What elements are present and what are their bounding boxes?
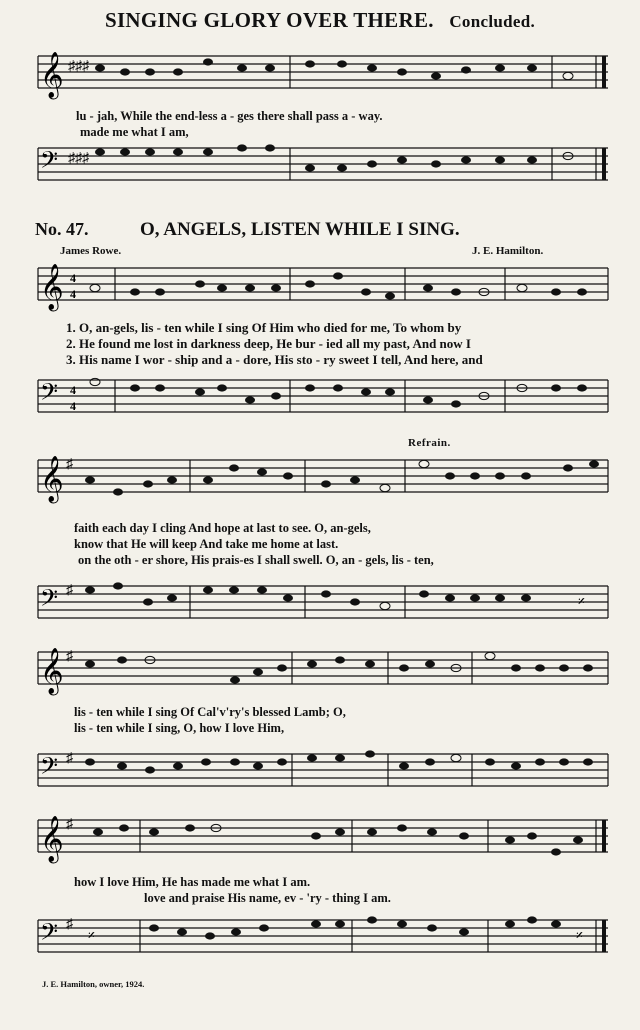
system-3-bass-staff [0, 578, 640, 632]
svg-text:4: 4 [70, 271, 76, 285]
system-3-treble-staff [0, 452, 640, 506]
svg-text:𝄢: 𝄢 [40, 584, 59, 617]
svg-text:𝄢: 𝄢 [40, 918, 59, 951]
lyric-line: lis - ten while I sing, O, how I love Him, [74, 721, 285, 735]
author-credit: James Rowe. [60, 245, 122, 257]
hymn-title: O, ANGELS, LISTEN WHILE I SING. [140, 219, 460, 240]
copyright-footer: J. E. Hamilton, owner, 1924. [42, 979, 145, 989]
svg-text:♯♯♯: ♯♯♯ [68, 151, 89, 166]
svg-text:4: 4 [70, 383, 76, 397]
lyric-line: love and praise His name, ev - 'ry - thing I am. [144, 891, 391, 905]
verse-2-line: 2. He found me lost in darkness deep, He bur - ied all my past, And now I [66, 336, 471, 351]
svg-text:4: 4 [70, 399, 76, 413]
svg-text:♯: ♯ [66, 457, 73, 472]
svg-text:♯♯♯: ♯♯♯ [68, 59, 89, 74]
svg-text:𝄞: 𝄞 [40, 264, 64, 310]
system-1-bass-staff [0, 140, 640, 200]
refrain-label: Refrain. [408, 437, 451, 449]
lyric-line: lu - jah, While the end-less a - ges there shall pass a - way. [76, 109, 383, 123]
lyric-line: lis - ten while I sing Of Cal'v'ry's blessed Lamb; O, [74, 705, 346, 719]
continued-hymn-title: SINGING GLORY OVER THERE. [104, 8, 434, 32]
system-2-treble-staff [0, 260, 640, 314]
lyric-line: made me what I am, [80, 125, 189, 139]
svg-text:4: 4 [70, 287, 76, 301]
svg-text:𝄞: 𝄞 [40, 648, 64, 694]
svg-text:𝄞: 𝄞 [40, 816, 64, 862]
lyric-line: know that He will keep And take me home at last. [74, 537, 339, 551]
svg-text:𝄢: 𝄢 [40, 752, 59, 785]
concluded-label: Concluded. [449, 12, 536, 31]
svg-text:𝄎: 𝄎 [576, 929, 583, 944]
composer-credit: J. E. Hamilton. [472, 245, 544, 257]
svg-text:♯: ♯ [66, 649, 73, 664]
verse-1-line: 1. O, an-gels, lis - ten while I sing Of Him who died for me, To whom by [66, 320, 462, 335]
lyric-line: on the oth - er shore, His prais-es I shall swell. O, an - gels, lis - ten, [78, 553, 434, 567]
system-4-treble-staff [0, 644, 640, 698]
svg-text:𝄎: 𝄎 [578, 595, 585, 610]
svg-text:𝄎: 𝄎 [88, 929, 95, 944]
verse-3-line: 3. His name I wor - ship and a - dore, His sto - ry sweet I tell, And here, and [66, 352, 483, 367]
svg-text:𝄢: 𝄢 [40, 378, 59, 411]
system-5-treble-staff [0, 812, 640, 866]
system-1-treble-staff [0, 48, 640, 108]
svg-text:𝄞: 𝄞 [40, 52, 64, 98]
hymn-number: No. 47. [35, 219, 89, 239]
system-4-bass-staff [0, 746, 640, 800]
svg-text:♯: ♯ [66, 817, 73, 832]
lyric-line: faith each day I cling And hope at last to see. O, an-gels, [74, 521, 371, 535]
system-2-bass-staff [0, 372, 640, 426]
svg-text:𝄞: 𝄞 [40, 456, 64, 502]
svg-text:𝄢: 𝄢 [40, 146, 59, 179]
svg-text:♯: ♯ [66, 751, 73, 766]
lyric-line: how I love Him, He has made me what I am. [74, 875, 311, 889]
svg-text:♯: ♯ [66, 583, 73, 598]
system-5-bass-staff [0, 912, 640, 966]
page-header [0, 10, 640, 31]
svg-text:♯: ♯ [66, 917, 73, 932]
